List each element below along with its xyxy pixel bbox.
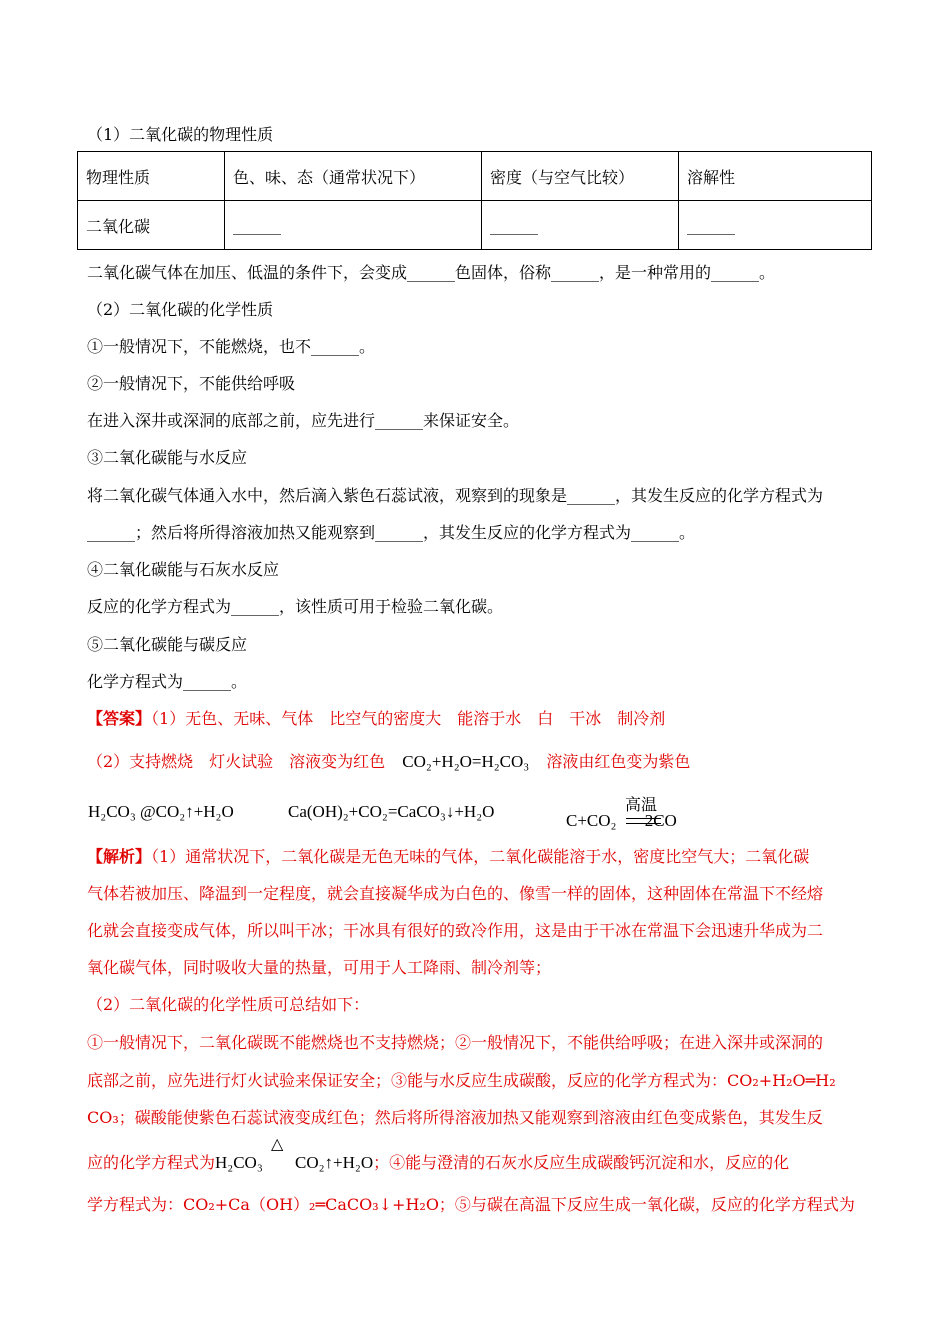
table-header-row — [78, 152, 872, 201]
item5-question: 化学方程式为______。 — [87, 672, 248, 691]
heating-triangle-icon: △ — [271, 1136, 284, 1153]
analysis-p2-line1: ①一般情况下，二氧化碳既不能燃烧也不支持燃烧；②一般情况下，不能供给呼吸；在进入深井或深洞的 — [87, 1033, 824, 1052]
answer-text: （1）无色、无味、气体 比空气的密度大 能溶于水 白 干冰 制冷剂 — [151, 709, 666, 728]
table-header-cell: 溶解性 — [679, 152, 872, 201]
answer-line2 — [87, 751, 690, 773]
answer-text: （2）支持燃烧 灯火试验 溶液变为红色 — [87, 752, 386, 771]
item3-question-line1: 将二氧化碳气体通入水中，然后滴入紫色石蕊试液，观察到的现象是______，其发生反应的化学方程式为 — [87, 486, 824, 505]
item3-question-line2: ______；然后将所得溶液加热又能观察到______，其发生反应的化学方程式为______。 — [87, 523, 696, 542]
analysis-p1-line4: 氧化碳气体，同时吸收大量的热量，可用于人工降雨、制冷剂等； — [87, 958, 552, 977]
table-blank-cell[interactable]: ______ — [679, 201, 872, 250]
analysis-p2-line4 — [87, 1136, 790, 1174]
answer-line1 — [87, 708, 665, 730]
equation-carbon: C+CO₂ 2CO — [566, 811, 677, 830]
item2-question: 在进入深井或深洞的底部之前，应先进行______来保证安全。 — [87, 411, 520, 430]
part2-title: （2）二氧化碳的化学性质 — [87, 300, 274, 319]
analysis-p2-line3: CO₃；碳酸能使紫色石蕊试液变成红色；然后将所得溶液加热又能观察到溶液由红色变成紫色，其发生反 — [87, 1108, 823, 1127]
item3-heading: ③二氧化碳能与水反应 — [87, 448, 248, 467]
analysis-p2-line2: 底部之前，应先进行灯火试验来保证安全；③能与水反应生成碳酸，反应的化学方程式为：CO₂+H₂O═H₂ — [87, 1071, 836, 1090]
analysis-text: ；④能与澄清的石灰水反应生成碳酸钙沉淀和水，反应的化 — [373, 1153, 790, 1172]
physical-properties-table — [77, 151, 872, 250]
table-blank-cell[interactable]: ______ — [225, 201, 482, 250]
equation-heating-decomposition: △ H₂CO₃ CO₂↑+H₂O — [215, 1136, 374, 1172]
item1-question: ①一般情况下，不能燃烧，也不______。 — [87, 337, 376, 356]
answer-tag: 【答案】 — [87, 709, 152, 728]
analysis-text: （1）通常状况下，二氧化碳是无色无味的气体，二氧化碳能溶于水，密度比空气大；二氧化碳 — [151, 847, 810, 866]
analysis-text: 应的化学方程式为 — [87, 1153, 216, 1172]
equation-limewater: Ca(OH)₂+CO₂=CaCO₃↓+H₂O — [288, 802, 495, 821]
table-blank-cell[interactable]: ______ — [482, 201, 679, 250]
equation-carbonic-decomposition: H₂CO₃ @CO₂↑+H₂O — [88, 802, 234, 821]
analysis-p2-title: （2）二氧化碳的化学性质可总结如下： — [87, 995, 370, 1014]
table-row — [78, 201, 872, 250]
dry-ice-question: 二氧化碳气体在加压、低温的条件下，会变成______色固体，俗称______，是一种常用的______。 — [87, 263, 776, 282]
item4-question: 反应的化学方程式为______，该性质可用于检验二氧化碳。 — [87, 597, 504, 616]
table-header-cell: 色、味、态（通常状况下） — [225, 152, 482, 201]
analysis-tag: 【解析】 — [87, 847, 152, 866]
table-cell: 二氧化碳 — [78, 201, 225, 250]
answer-text: 溶液由红色变为紫色 — [546, 752, 691, 771]
part1-title: （1）二氧化碳的物理性质 — [87, 125, 274, 144]
item4-heading: ④二氧化碳能与石灰水反应 — [87, 560, 280, 579]
equation-co2-water: CO₂+H₂O=H₂CO₃ — [402, 752, 530, 771]
analysis-p1-line1 — [87, 846, 809, 868]
analysis-p2-line5: 学方程式为：CO₂+Ca（OH）₂═CaCO₃↓+H₂O；⑤与碳在高温下反应生成一氧化碳，反应的化学方程式为 — [87, 1195, 855, 1214]
analysis-p1-line3: 化就会直接变成气体，所以叫干冰；干冰具有很好的致冷作用，这是由于干冰在常温下会迅速升华成为二 — [87, 921, 824, 940]
condition-high-temperature: 高温 — [625, 797, 658, 814]
item5-heading: ⑤二氧化碳能与碳反应 — [87, 635, 248, 654]
analysis-p1-line2: 气体若被加压、降温到一定程度，就会直接凝华成为白色的、像雪一样的固体，这种固体在常温下不经熔 — [87, 884, 824, 903]
item2-heading: ②一般情况下，不能供给呼吸 — [87, 374, 296, 393]
table-header-cell: 物理性质 — [78, 152, 225, 201]
table-header-cell: 密度（与空气比较） — [482, 152, 679, 201]
